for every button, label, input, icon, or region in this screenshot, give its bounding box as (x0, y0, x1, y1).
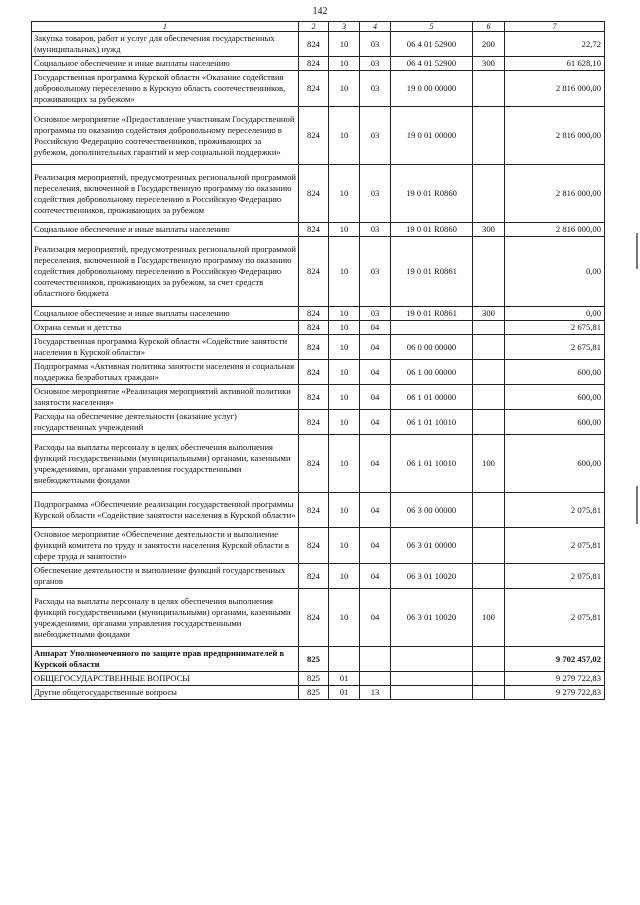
ministry-code: 824 (299, 435, 329, 493)
expense-type (473, 237, 505, 307)
expense-type (473, 493, 505, 528)
column-number: 6 (473, 22, 505, 32)
row-name: Государственная программа Курской области «Оказание содействия добровольному переселению в Курскую область соотечественников, проживающих за рубежом» (32, 71, 299, 107)
expense-type (473, 360, 505, 385)
row-name: Другие общегосударственные вопросы (32, 686, 299, 700)
row-name: Основное мероприятие «Предоставление участникам Государственной программы по оказанию содействия добровольному переселению в Российскую Федерацию соотечественников, проживающих за рубежом, дополнительных гарантий и мер социальной поддержки» (32, 107, 299, 165)
table-row (32, 672, 605, 686)
subsection-code: 04 (360, 435, 391, 493)
subsection-code: 03 (360, 32, 391, 57)
section-code: 10 (329, 57, 360, 71)
row-name: Социальное обеспечение и иные выплаты населению (32, 223, 299, 237)
table-row (32, 237, 605, 307)
target-code: 06 1 00 00000 (391, 360, 473, 385)
subsection-code: 04 (360, 528, 391, 564)
expense-type (473, 321, 505, 335)
subsection-code: 04 (360, 335, 391, 360)
section-code: 10 (329, 385, 360, 410)
target-code: 19 0 00 00000 (391, 71, 473, 107)
row-name: ОБЩЕГОСУДАРСТВЕННЫЕ ВОПРОСЫ (32, 672, 299, 686)
table-row (32, 321, 605, 335)
row-name: Аппарат Уполномоченного по защите прав предпринимателей в Курской области (32, 647, 299, 672)
ministry-code: 824 (299, 589, 329, 647)
target-code: 06 3 01 00000 (391, 528, 473, 564)
ministry-code: 824 (299, 165, 329, 223)
section-code: 10 (329, 335, 360, 360)
target-code (391, 672, 473, 686)
section-code: 10 (329, 589, 360, 647)
subsection-code: 03 (360, 237, 391, 307)
subsection-code: 13 (360, 686, 391, 700)
ministry-code: 824 (299, 493, 329, 528)
expense-type: 100 (473, 589, 505, 647)
ministry-code: 824 (299, 107, 329, 165)
amount: 2 075,81 (505, 493, 605, 528)
table-row (32, 57, 605, 71)
amount: 600,00 (505, 410, 605, 435)
target-code: 06 3 01 10020 (391, 564, 473, 589)
section-code: 10 (329, 528, 360, 564)
amount: 2 816 000,00 (505, 71, 605, 107)
expense-type (473, 410, 505, 435)
amount: 2 675,81 (505, 335, 605, 360)
ministry-code: 824 (299, 385, 329, 410)
row-name: Расходы на выплаты персоналу в целях обеспечения выполнения функций государственными (муниципальными) органами, казенными учреждениями, органами управления государственными внебюджетными фондами (32, 589, 299, 647)
table-row (32, 686, 605, 700)
table-row (32, 493, 605, 528)
target-code: 06 4 01 52900 (391, 32, 473, 57)
column-number: 1 (32, 22, 299, 32)
row-name: Расходы на обеспечение деятельности (оказание услуг) государственных учреждений (32, 410, 299, 435)
amount: 600,00 (505, 435, 605, 493)
subsection-code: 04 (360, 385, 391, 410)
row-name: Основное мероприятие «Обеспечение деятельности и выполнение функций комитета по труду и занятости населения Курской области в сфере труда и занятости» (32, 528, 299, 564)
row-name: Основное мероприятие «Реализация мероприятий активной политики занятости населения» (32, 385, 299, 410)
subsection-code: 03 (360, 71, 391, 107)
subsection-code: 03 (360, 57, 391, 71)
subsection-code: 04 (360, 360, 391, 385)
table-row (32, 647, 605, 672)
amount: 61 628,10 (505, 57, 605, 71)
expense-type (473, 672, 505, 686)
expense-type (473, 528, 505, 564)
section-code: 10 (329, 32, 360, 57)
section-code: 10 (329, 493, 360, 528)
amount: 600,00 (505, 360, 605, 385)
ministry-code: 824 (299, 335, 329, 360)
subsection-code: 04 (360, 410, 391, 435)
subsection-code: 03 (360, 223, 391, 237)
target-code: 19 0 01 R0860 (391, 165, 473, 223)
row-name: Закупка товаров, работ и услуг для обеспечения государственных (муниципальных) нужд (32, 32, 299, 57)
column-number: 3 (329, 22, 360, 32)
target-code (391, 321, 473, 335)
table-row (32, 410, 605, 435)
table-row (32, 165, 605, 223)
expense-type: 300 (473, 223, 505, 237)
ministry-code: 825 (299, 686, 329, 700)
target-code: 06 0 00 00000 (391, 335, 473, 360)
target-code: 19 0 01 00000 (391, 107, 473, 165)
row-name: Социальное обеспечение и иные выплаты населению (32, 307, 299, 321)
ministry-code: 824 (299, 321, 329, 335)
expense-type: 200 (473, 32, 505, 57)
amount: 2 075,81 (505, 528, 605, 564)
row-name: Государственная программа Курской области «Содействие занятости населения в Курской области» (32, 335, 299, 360)
amount: 600,00 (505, 385, 605, 410)
amount: 0,00 (505, 237, 605, 307)
amount: 9 702 457,02 (505, 647, 605, 672)
subsection-code: 03 (360, 307, 391, 321)
subsection-code: 03 (360, 165, 391, 223)
section-code: 01 (329, 672, 360, 686)
column-number: 5 (391, 22, 473, 32)
amount: 2 075,81 (505, 564, 605, 589)
expense-type (473, 564, 505, 589)
margin-mark (636, 486, 638, 524)
amount: 2 075,81 (505, 589, 605, 647)
expense-type (473, 335, 505, 360)
ministry-code: 824 (299, 564, 329, 589)
table-row (32, 360, 605, 385)
subsection-code: 03 (360, 107, 391, 165)
subsection-code: 04 (360, 564, 391, 589)
table-row (32, 71, 605, 107)
ministry-code: 824 (299, 71, 329, 107)
expense-type (473, 165, 505, 223)
ministry-code: 824 (299, 223, 329, 237)
amount: 9 279 722,83 (505, 686, 605, 700)
target-code (391, 647, 473, 672)
section-code: 10 (329, 307, 360, 321)
expense-type (473, 107, 505, 165)
expense-type (473, 71, 505, 107)
page-number: 142 (312, 6, 328, 17)
row-name: Социальное обеспечение и иные выплаты населению (32, 57, 299, 71)
target-code: 06 1 01 10010 (391, 435, 473, 493)
table-row (32, 385, 605, 410)
column-numbers-row (32, 22, 605, 32)
table-row (32, 107, 605, 165)
table-row (32, 32, 605, 57)
column-number: 4 (360, 22, 391, 32)
subsection-code: 04 (360, 589, 391, 647)
target-code: 06 4 01 52900 (391, 57, 473, 71)
subsection-code (360, 672, 391, 686)
amount: 2 675,81 (505, 321, 605, 335)
table-row (32, 435, 605, 493)
section-code: 10 (329, 564, 360, 589)
subsection-code: 04 (360, 493, 391, 528)
table-row (32, 528, 605, 564)
margin-mark (636, 233, 638, 269)
ministry-code: 825 (299, 672, 329, 686)
expense-type (473, 686, 505, 700)
target-code: 19 0 01 R0860 (391, 223, 473, 237)
section-code: 10 (329, 71, 360, 107)
section-code: 10 (329, 107, 360, 165)
ministry-code: 824 (299, 57, 329, 71)
section-code (329, 647, 360, 672)
section-code: 10 (329, 321, 360, 335)
section-code: 10 (329, 410, 360, 435)
section-code: 10 (329, 237, 360, 307)
section-code: 10 (329, 165, 360, 223)
subsection-code (360, 647, 391, 672)
table-row (32, 564, 605, 589)
ministry-code: 824 (299, 307, 329, 321)
ministry-code: 825 (299, 647, 329, 672)
ministry-code: 824 (299, 237, 329, 307)
column-number: 2 (299, 22, 329, 32)
row-name: Реализация мероприятий, предусмотренных региональной программой переселения, включенной в Государственную программу по оказанию содействия добровольному переселению в Российскую Федерацию соотечественников, проживающих за рубежом (32, 165, 299, 223)
section-code: 10 (329, 435, 360, 493)
table-row (32, 589, 605, 647)
amount: 2 816 000,00 (505, 107, 605, 165)
row-name: Охрана семьи и детства (32, 321, 299, 335)
amount: 9 279 722,83 (505, 672, 605, 686)
subsection-code: 04 (360, 321, 391, 335)
ministry-code: 824 (299, 528, 329, 564)
table-row (32, 307, 605, 321)
ministry-code: 824 (299, 360, 329, 385)
target-code: 06 3 01 10020 (391, 589, 473, 647)
row-name: Подпрограмма «Активная политика занятости населения и социальная поддержка безработных граждан» (32, 360, 299, 385)
ministry-code: 824 (299, 32, 329, 57)
section-code: 10 (329, 360, 360, 385)
target-code: 19 0 01 R0861 (391, 307, 473, 321)
ministry-code: 824 (299, 410, 329, 435)
expense-type: 300 (473, 307, 505, 321)
budget-table (31, 21, 605, 700)
expense-type: 100 (473, 435, 505, 493)
expense-type: 300 (473, 57, 505, 71)
target-code: 19 0 01 R0861 (391, 237, 473, 307)
section-code: 01 (329, 686, 360, 700)
expense-type (473, 647, 505, 672)
amount: 0,00 (505, 307, 605, 321)
section-code: 10 (329, 223, 360, 237)
expense-type (473, 385, 505, 410)
target-code: 06 1 01 00000 (391, 385, 473, 410)
amount: 22,72 (505, 32, 605, 57)
row-name: Реализация мероприятий, предусмотренных региональной программой переселения, включенной в Государственную программу по оказанию содействия добровольному переселению в Российскую Федерацию соотечественников, проживающих за рубежом, за счет средств областного бюджета (32, 237, 299, 307)
table-row (32, 223, 605, 237)
target-code: 06 1 01 10010 (391, 410, 473, 435)
amount: 2 816 000,00 (505, 165, 605, 223)
column-number: 7 (505, 22, 605, 32)
row-name: Обеспечение деятельности и выполнение функций государственных органов (32, 564, 299, 589)
target-code: 06 3 00 00000 (391, 493, 473, 528)
target-code (391, 686, 473, 700)
row-name: Подпрограмма «Обеспечение реализации государственной программы Курской области «Содействие занятости населения в Курской области» (32, 493, 299, 528)
row-name: Расходы на выплаты персоналу в целях обеспечения выполнения функций государственными (муниципальными) органами, казенными учреждениями, органами управления государственными внебюджетными фондами (32, 435, 299, 493)
amount: 2 816 000,00 (505, 223, 605, 237)
table-row (32, 335, 605, 360)
